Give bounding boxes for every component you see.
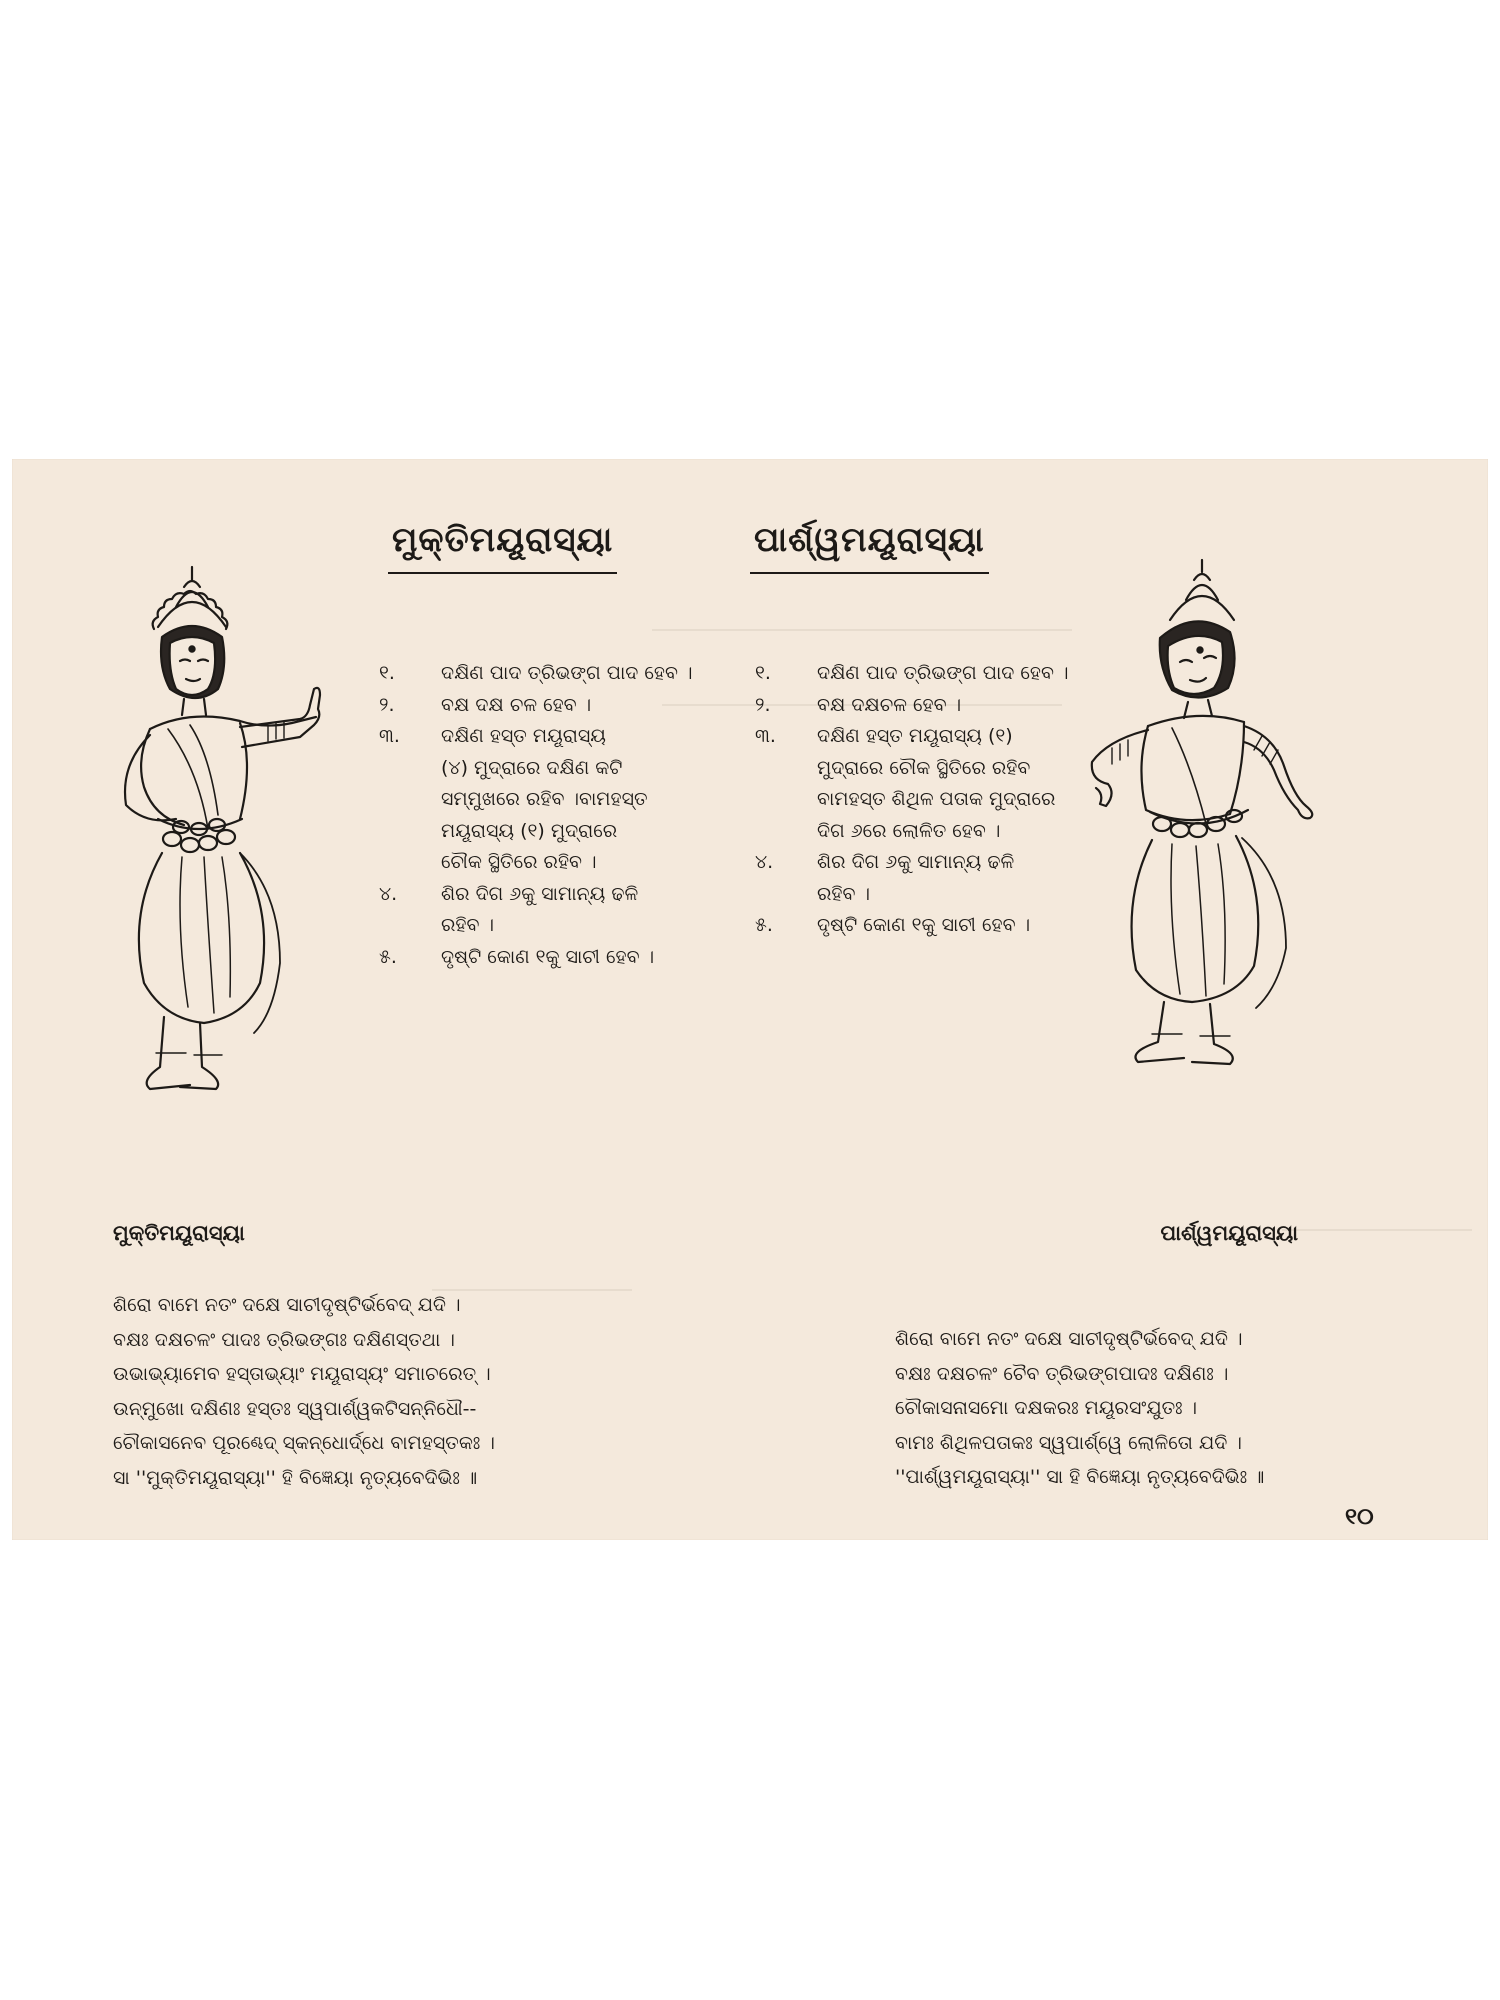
show-through-mark (652, 629, 1072, 631)
verse-line: ''ପାର୍ଶ୍ୱମୟୂରାସ୍ୟା'' ସା ହି ବିଜ୍ଞେୟା ନୃତ୍ୟବେଦିଭିଃ ॥ (895, 1466, 1265, 1488)
book-page (12, 459, 1488, 1540)
right-verse (895, 1322, 1264, 1495)
list-item: ୪. ଶିର ଦିଗ ୬କୁ ସାମାନ୍ୟ ଢଳି (755, 851, 1015, 873)
verse-line: ଶିରୋ ବାମେ ନତଂ ଦକ୍ଷେ ସାଚୀଦୃଷ୍ଟିର୍ଭବେଦ୍ ଯଦି । (895, 1328, 1243, 1350)
right-caption: ପାର୍ଶ୍ୱମୟୂରାସ୍ୟା (1160, 1221, 1298, 1245)
list-item: ଚୌକ ସ୍ଥିତିରେ ରହିବ । (441, 851, 597, 873)
list-item: ୨. ବକ୍ଷ ଦକ୍ଷଚଳ ହେବ । (755, 693, 962, 716)
left-title: ମୁକ୍ତିମୟୂରାସ୍ୟା (392, 520, 613, 560)
verse-line: ବକ୍ଷଃ ଦକ୍ଷଚଳଂ ଚୈବ ତ୍ରିଭଙ୍ଗପାଦଃ ଦକ୍ଷିଣଃ । (895, 1362, 1229, 1385)
list-item: ରହିବ । (817, 882, 871, 905)
verse-line: ଉଭାଭ୍ୟାମେବ ହସ୍ତାଭ୍ୟାଂ ମୟୂରାସ୍ୟଂ ସମାଚରେତ୍ । (113, 1363, 491, 1385)
verse-line: ବକ୍ଷଃ ଦକ୍ଷଚଳଂ ପାଦଃ ତ୍ରିଭଙ୍ଗଃ ଦକ୍ଷିଣସ୍ତଥା । (113, 1328, 455, 1351)
verse-line: ସା ''ମୁକ୍ତିମୟୂରାସ୍ୟା'' ହି ବିଜ୍ଞେୟା ନୃତ୍ୟବେଦିଭିଃ ॥ (113, 1466, 478, 1489)
list-item: ୫. ଦୃଷ୍ଟି କୋଣ ୧କୁ ସାଚୀ ହେବ । (379, 945, 655, 968)
left-caption: ମୁକ୍ତିମୟୂରାସ୍ୟା (113, 1221, 245, 1245)
verse-line: ଶିରୋ ବାମେ ନତଂ ଦକ୍ଷେ ସାଚୀଦୃଷ୍ଟିର୍ଭବେଦ୍ ଯଦି । (113, 1294, 461, 1316)
list-item: ମୁଦ୍ରାରେ ଚୌକ ସ୍ଥିତିରେ ରହିବ (817, 756, 1031, 779)
list-item: ୧. ଦକ୍ଷିଣ ପାଦ ତ୍ରିଭଙ୍ଗ ପାଦ ହେବ । (755, 662, 1069, 684)
verse-line: ବାମଃ ଶିଥିଳପତାକଃ ସ୍ୱପାର୍ଶ୍ୱେ ଲୋଳିତୋ ଯଦି । (895, 1431, 1242, 1454)
show-through-mark (1282, 1229, 1472, 1231)
left-verse (113, 1288, 495, 1495)
list-item: ୧. ଦକ୍ଷିଣ ପାଦ ତ୍ରିଭଙ୍ଗ ପାଦ ହେବ । (379, 662, 693, 684)
list-item: (୪) ମୁଦ୍ରାରେ ଦକ୍ଷିଣ କଟି (441, 756, 623, 779)
right-title: ପାର୍ଶ୍ୱମୟୂରାସ୍ୟା (754, 520, 985, 560)
verse-line: ଚୌକାସନାସମୋ ଦକ୍ଷକରଃ ମୟୂରସଂଯୁତଃ । (895, 1397, 1198, 1419)
list-item: ୫. ଦୃଷ୍ଟି କୋଣ ୧କୁ ସାଚୀ ହେବ । (755, 914, 1031, 936)
list-item: ୪. ଶିର ଦିଗ ୬କୁ ସାମାନ୍ୟ ଢଳି (379, 882, 639, 905)
list-item: ୩. ଦକ୍ଷିଣ ହସ୍ତ ମୟୂରାସ୍ୟ (379, 725, 606, 747)
verse-line: ଚୌକାସନେବ ପୂରଣ୍ଢେଦ୍ ସ୍କନ୍ଧୋର୍ଦ୍ଧେ ବାମହସ୍ତକଃ । (113, 1432, 495, 1454)
list-item: ସମ୍ମୁଖରେ ରହିବ ।ବାମହସ୍ତ (441, 788, 648, 810)
right-steps-list (755, 658, 1069, 942)
dancer-illustration-left (72, 557, 332, 1097)
list-item: ମୟୂରାସ୍ୟ (୧) ମୁଦ୍ରାରେ (441, 819, 618, 842)
list-item: ୩. ଦକ୍ଷିଣ ହସ୍ତ ମୟୂରାସ୍ୟ (୧) (755, 725, 1013, 747)
dancer-illustration-right (1052, 554, 1322, 1074)
list-item: ଦିଗ ୬ରେ ଲୋଳିତ ହେବ । (817, 819, 1001, 842)
list-item: ୨. ବକ୍ଷ ଦକ୍ଷ ଚଳ ହେବ । (379, 693, 592, 716)
left-steps-list (379, 658, 693, 973)
list-item: ରହିବ । (441, 914, 495, 936)
verse-line: ଉନ୍ମୁଖୋ ଦକ୍ଷିଣଃ ହସ୍ତଃ ସ୍ୱପାର୍ଶ୍ୱକଟିସନ୍ନିଧୌ-- (113, 1397, 477, 1420)
page-number: ୧୦ (1345, 1504, 1374, 1530)
list-item: ବାମହସ୍ତ ଶିଥିଳ ପତାକ ମୁଦ୍ରାରେ (817, 788, 1056, 810)
